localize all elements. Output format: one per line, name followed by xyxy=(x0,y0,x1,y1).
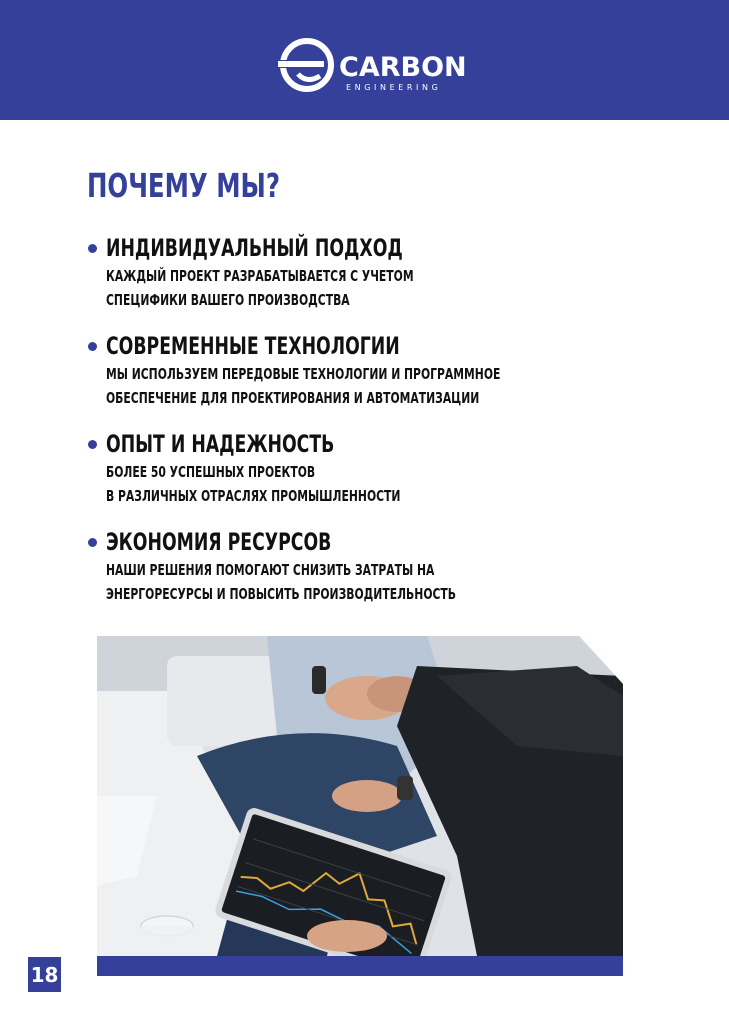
description-line: В РАЗЛИЧНЫХ ОТРАСЛЯХ ПРОМЫШЛЕННОСТИ xyxy=(106,487,401,505)
bullet-dot-icon xyxy=(88,440,97,449)
carbon-engineering-logo xyxy=(276,34,466,96)
item-title: ЭКОНОМИЯ РЕСУРСОВ xyxy=(106,528,332,556)
bullet-dot-icon xyxy=(88,342,97,351)
item-description xyxy=(106,362,500,410)
description-line: ЭНЕРГОРЕСУРСЫ И ПОВЫСИТЬ ПРОИЗВОДИТЕЛЬНОСТЬ xyxy=(106,585,457,603)
item-description xyxy=(106,460,400,508)
footer-accent-bar xyxy=(97,956,623,976)
item-description xyxy=(106,264,414,312)
item-title: СОВРЕМЕННЫЕ ТЕХНОЛОГИИ xyxy=(106,332,400,360)
header-bar xyxy=(0,0,729,120)
description-line: МЫ ИСПОЛЬЗУЕМ ПЕРЕДОВЫЕ ТЕХНОЛОГИИ И ПРОГРАММНОЕ xyxy=(106,365,501,383)
handshake-photo xyxy=(97,636,623,956)
page-title: ПОЧЕМУ МЫ? xyxy=(87,166,281,205)
brand-tagline: ENGINEERING xyxy=(346,83,442,92)
item-title: ИНДИВИДУАЛЬНЫЙ ПОДХОД xyxy=(106,234,403,262)
description-line: ОБЕСПЕЧЕНИЕ ДЛЯ ПРОЕКТИРОВАНИЯ И АВТОМАТИЗАЦИИ xyxy=(106,389,480,407)
bullet-dot-icon xyxy=(88,244,97,253)
description-line: НАШИ РЕШЕНИЯ ПОМОГАЮТ СНИЗИТЬ ЗАТРАТЫ НА xyxy=(106,561,435,579)
description-line: СПЕЦИФИКИ ВАШЕГО ПРОИЗВОДСТВА xyxy=(106,291,350,309)
brand-name: CARBON xyxy=(339,52,467,83)
item-description xyxy=(106,558,456,606)
handshake-tablet-illustration xyxy=(97,636,623,956)
description-line: КАЖДЫЙ ПРОЕКТ РАЗРАБАТЫВАЕТСЯ С УЧЕТОМ xyxy=(106,267,414,285)
item-title: ОПЫТ И НАДЕЖНОСТЬ xyxy=(106,430,335,458)
description-line: БОЛЕЕ 50 УСПЕШНЫХ ПРОЕКТОВ xyxy=(106,463,316,481)
bullet-dot-icon xyxy=(88,538,97,547)
page-number: 18 xyxy=(28,957,61,992)
logo-e-icon xyxy=(276,34,338,96)
